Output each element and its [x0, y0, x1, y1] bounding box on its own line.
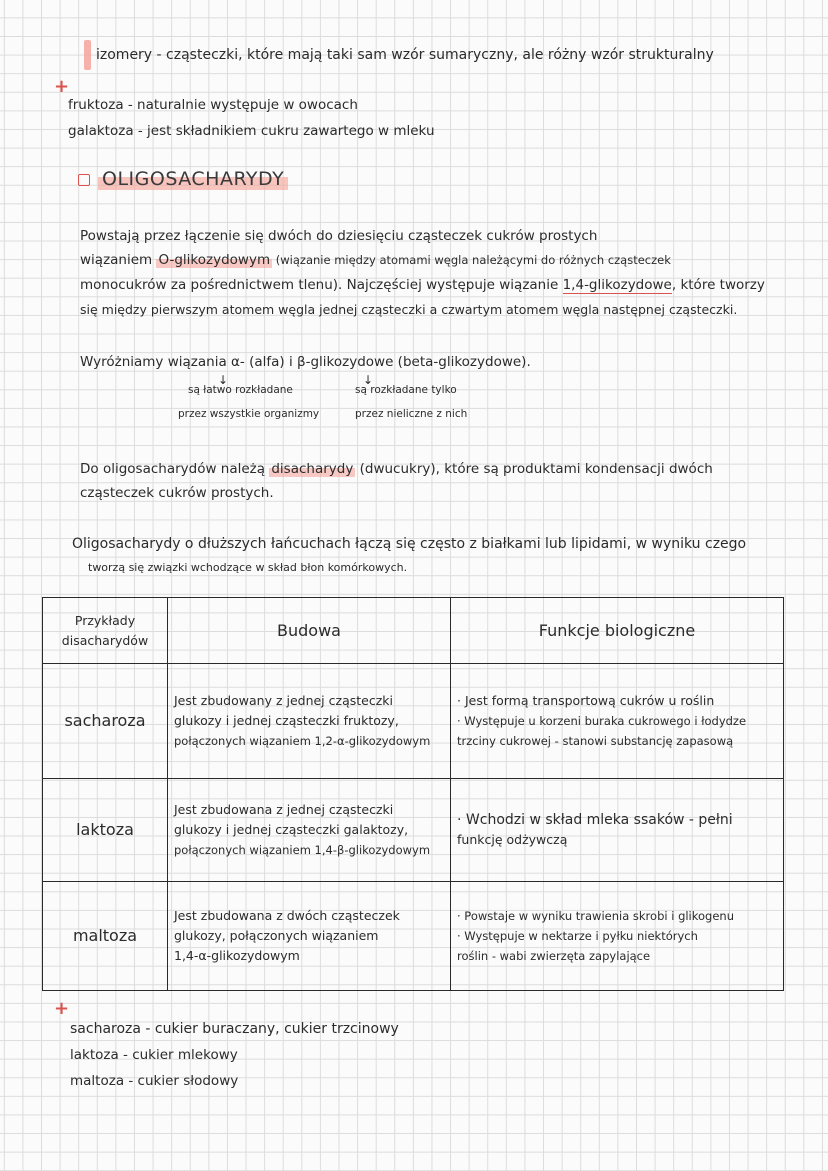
structure-line: Jest zbudowana z jednej cząsteczki: [174, 802, 394, 817]
structure-line: Jest zbudowany z jednej cząsteczki: [174, 693, 393, 708]
paragraph1-line2: [80, 251, 671, 269]
structure-line: Jest zbudowana z dwóch cząsteczek: [174, 908, 400, 923]
header-structure: Budowa: [168, 598, 451, 664]
paragraph3-line1: Oligosacharydy o dłuższych łańcuchach łączą się często z białkami lub lipidami, w wyniku czego: [72, 536, 747, 552]
p2-l1a: Do oligosacharydów należą: [80, 461, 270, 477]
structure-line: glukozy, połączonych wiązaniem: [174, 928, 379, 943]
disacharydy-highlight: disacharydy: [271, 461, 354, 477]
structure-line: glukozy i jednej cząsteczki fruktozy,: [174, 713, 399, 728]
p1-l2a: wiązaniem: [80, 252, 157, 268]
glikozydowe-underline: 1,4-glikozydowe: [562, 277, 672, 293]
row-functions: [451, 882, 784, 991]
function-line: roślin - wabi zwierzęta zapylające: [457, 949, 651, 963]
row-name-laktoza: laktoza: [43, 779, 168, 882]
checkbox-icon: [78, 174, 90, 186]
footer-maltoza: maltoza - cukier słodowy: [70, 1073, 239, 1089]
table-row: [43, 779, 784, 882]
paragraph1-line4: się między pierwszym atomem węgla jednej cząsteczki a czwartym atomem węgla następnej cząsteczki.: [80, 302, 738, 317]
alpha-note-line1: są łatwo rozkładane: [188, 384, 293, 396]
alpha-note-line2: przez wszystkie organizmy: [178, 408, 320, 420]
alpha-arrow-icon: ↓: [218, 373, 229, 387]
row-structure: [168, 882, 451, 991]
paragraph2-line1: [80, 460, 713, 478]
header-functions: Funkcje biologiczne: [451, 598, 784, 664]
row-functions: [451, 779, 784, 882]
paragraph1-line1: Powstają przez łączenie się dwóch do dziesięciu cząsteczek cukrów prostych: [80, 228, 598, 244]
heading-text: OLIGOSACHARYDY: [98, 168, 288, 190]
structure-line: glukozy i jednej cząsteczki galaktozy,: [174, 822, 409, 837]
paragraph3-line2: tworzą się związki wchodzące w skład błon komórkowych.: [88, 561, 408, 574]
p2-l1c: (dwucukry), które są produktami kondensacji dwóch: [355, 461, 713, 477]
row-name-sacharoza: sacharoza: [43, 664, 168, 779]
section-heading: [78, 168, 288, 190]
structure-line: połączonych wiązaniem 1,2-α-glikozydowym: [174, 734, 431, 748]
beta-arrow-icon: ↓: [363, 373, 374, 387]
footer-sacharoza: sacharoza - cukier buraczany, cukier trzcinowy: [70, 1021, 399, 1037]
paragraph2-line2: cząsteczek cukrów prostych.: [80, 485, 274, 501]
function-line: · Powstaje w wyniku trawienia skrobi i glikogenu: [457, 909, 734, 923]
paragraph1-line3: [80, 276, 765, 294]
fruktoza-note: fruktoza - naturalnie występuje w owocach: [68, 97, 358, 113]
function-line: funkcję odżywczą: [457, 832, 568, 847]
footer-laktoza: laktoza - cukier mlekowy: [70, 1047, 238, 1063]
row-name-maltoza: maltoza: [43, 882, 168, 991]
structure-line: połączonych wiązaniem 1,4-β-glikozydowym: [174, 843, 431, 857]
beta-note-line2: przez nieliczne z nich: [355, 408, 468, 420]
row-structure: [168, 779, 451, 882]
header-examples-line1: Przykłady: [74, 612, 136, 628]
structure-line: 1,4-α-glikozydowym: [174, 948, 300, 963]
plus-icon: +: [54, 998, 70, 1019]
function-line: · Występuje u korzeni buraka cukrowego i łodydze: [457, 714, 747, 728]
row-functions: [451, 664, 784, 779]
p1-l3c: , które tworzy: [671, 277, 765, 293]
plus-icon: +: [54, 76, 70, 97]
p1-l3a: monocukrów za pośrednictwem tlenu). Najczęściej występuje wiązanie: [80, 277, 563, 293]
header-examples: [43, 598, 168, 664]
o-glikozydowym-highlight: O-glikozydowym: [158, 252, 271, 268]
function-line: · Wchodzi w skład mleka ssaków - pełni: [457, 812, 733, 828]
p1-l2c: (wiązanie między atomami węgla należącymi do różnych cząsteczek: [272, 253, 671, 267]
disaccharides-table: [42, 597, 784, 991]
function-line: · Występuje w nektarze i pyłku niektórych: [457, 929, 698, 943]
header-examples-line2: disacharydów: [61, 632, 149, 648]
beta-note-line1: są rozkładane tylko: [355, 384, 457, 396]
galaktoza-note: galaktoza - jest składnikiem cukru zawartego w mleku: [68, 123, 435, 139]
table-row: [43, 664, 784, 779]
function-line: · Jest formą transportową cukrów u roślin: [457, 693, 715, 708]
izomery-definition: izomery - cząsteczki, które mają taki sam wzór sumaryczny, ale różny wzór strukturalny: [96, 47, 714, 63]
table-header-row: [43, 598, 784, 664]
bonds-line: Wyróżniamy wiązania α- (alfa) i β-glikozydowe (beta-glikozydowe).: [80, 354, 531, 370]
table-row: [43, 882, 784, 991]
highlight-mark: [84, 40, 91, 70]
row-structure: [168, 664, 451, 779]
function-line: trzciny cukrowej - stanowi substancję zapasową: [457, 734, 734, 748]
